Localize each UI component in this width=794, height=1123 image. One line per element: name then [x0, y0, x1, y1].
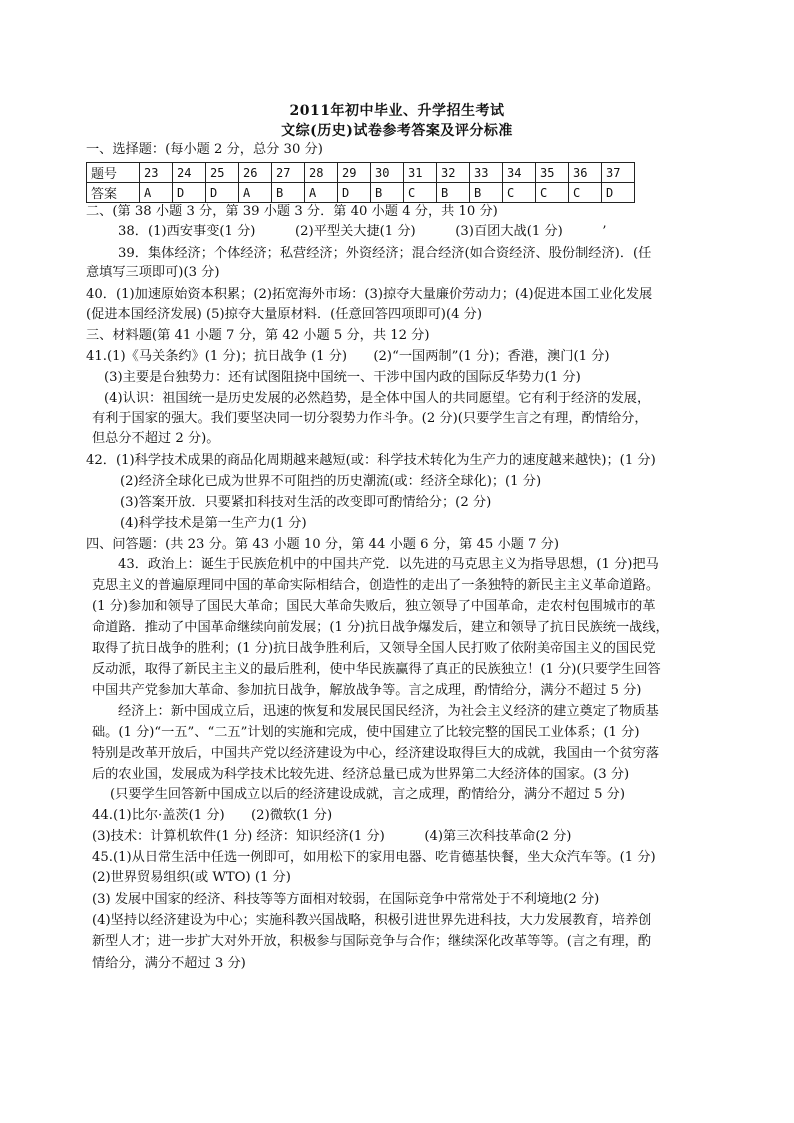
- table-cell: 34: [503, 163, 536, 183]
- text-line: (3)技术：计算机软件(1 分) 经济：知识经济(1 分) (4)第三次科技革命(2 分): [92, 829, 572, 844]
- table-cell: 36: [569, 163, 602, 183]
- table-cell: C: [503, 183, 536, 203]
- text-line: (1 分)参加和领导了国民大革命；国民大革命失败后，独立领导了中国革命，走农村包围城市的革: [92, 599, 656, 614]
- text-line: 41.(1)《马关条约》(1 分)；抗日战争 (1 分) (2)“一国两制”(1 分)；香港，澳门(1 分): [86, 349, 610, 364]
- table-cell: B: [272, 183, 305, 203]
- table-cell: A: [140, 183, 173, 203]
- table-cell: 37: [602, 163, 635, 183]
- table-cell: D: [338, 183, 371, 203]
- text-line: (4)认识：祖国统一是历史发展的必然趋势，是全体中国人的共同愿望。它有利于经济的发展，: [104, 391, 651, 406]
- text-line: 经济上：新中国成立后，迅速的恢复和发展民国民经济，为社会主义经济的建立奠定了物质基: [118, 704, 659, 719]
- text-line: 但总分不超过 2 分)。: [92, 431, 220, 446]
- text-line: 39．集体经济；个体经济；私营经济；外资经济；混合经济(如合资经济、股份制经济)．(任: [118, 246, 652, 261]
- text-line: 克思主义的普遍原理同中国的革命实际相结合，创造性的走出了一条独特的新民主主义革命道路。: [92, 578, 660, 593]
- table-cell: C: [536, 183, 569, 203]
- text-line: (4)科学技术是第一生产力(1 分): [120, 516, 307, 531]
- text-line: (3) 发展中国家的经济、科技等等方面相对较弱，在国际竞争中常常处于不利境地(2 分): [92, 892, 600, 907]
- text-line: 38．(1)西安事变(1 分) (2)平型关大捷(1 分) (3)百团大战(1 分) ’: [118, 224, 607, 239]
- text-line: 43．政治上：诞生于民族危机中的中国共产党．以先进的马克思主义为指导思想，(1 分)把马: [118, 557, 659, 572]
- text-line: 44.(1)比尔·盖茨(1 分) (2)微软(1 分): [92, 808, 333, 823]
- table-cell: A: [239, 183, 272, 203]
- text-line: 反动派，取得了新民主主义的最后胜利，使中华民族赢得了真正的民族独立！(1 分)(只要学生回答: [92, 662, 661, 677]
- row-label-answers: 答案: [87, 183, 140, 203]
- section-heading: 二、(第 38 小题 3 分，第 39 小题 3 分．第 40 小题 4 分，共 10 分): [86, 204, 498, 219]
- table-cell: C: [404, 183, 437, 203]
- text-line: 情给分，满分不超过 3 分): [92, 956, 246, 971]
- choice-answer-table: [86, 162, 635, 203]
- table-cell: C: [569, 183, 602, 203]
- table-cell: 23: [140, 163, 173, 183]
- table-cell: 30: [371, 163, 404, 183]
- text-line: 础。(1 分)“一五”、“二五”计划的实施和完成，使中国建立了比较完整的国民工业体系；(1 分): [92, 725, 640, 740]
- text-line: 40．(1)加速原始资本积累；(2)拓宽海外市场：(3)掠夺大量廉价劳动力；(4)促进本国工业化发展: [86, 287, 653, 302]
- exam-subtitle: 文综(历史)试卷参考答案及评分标准: [281, 123, 513, 139]
- section-heading: 四、问答题：(共 23 分。第 43 小题 10 分，第 44 小题 6 分，第 45 小题 7 分): [86, 537, 559, 552]
- text-line: 42．(1)科学技术成果的商品化周期越来越短(或：科学技术转化为生产力的速度越来越快)；(1 分): [86, 453, 656, 468]
- exam-title: 2011年初中毕业、升学招生考试: [289, 103, 505, 119]
- text-line: (4)坚持以经济建设为中心；实施科教兴国战略，积极引进世界先进科技，大力发展教育，培养创: [92, 913, 652, 928]
- text-line: (3)主要是台独势力：还有试图阻挠中国统一、干涉中国内政的国际反华势力(1 分): [104, 370, 581, 385]
- table-cell: 27: [272, 163, 305, 183]
- section-heading-choice: 一、选择题：(每小题 2 分，总分 30 分): [86, 142, 323, 157]
- text-line: 45.(1)从日常生活中任选一例即可，如用松下的家用电器、吃肯德基快餐，坐大众汽车等。(1 分): [92, 850, 656, 865]
- text-line: (只要学生回答新中国成立以后的经济建设成就，言之成理，酌情给分，满分不超过 5 分): [110, 787, 625, 802]
- text-line: 特别是改革开放后，中国共产党以经济建设为中心，经济建设取得巨大的成就，我国由一个贫穷落: [92, 746, 660, 761]
- table-cell: 31: [404, 163, 437, 183]
- table-cell: 29: [338, 163, 371, 183]
- answer-row: [87, 183, 635, 203]
- row-label-numbers: 题号: [87, 163, 140, 183]
- table-cell: D: [206, 183, 239, 203]
- text-line: (2)经济全球化已成为世界不可阻挡的历史潮流(或：经济全球化)；(1 分): [120, 474, 542, 489]
- table-cell: 28: [305, 163, 338, 183]
- table-cell: D: [602, 183, 635, 203]
- text-line: 后的农业国，发展成为科学技术比较先进、经济总量已成为世界第二大经济体的国家。(3 分): [92, 767, 630, 782]
- table-cell: 25: [206, 163, 239, 183]
- text-line: 中国共产党参加大革命、参加抗日战争，解放战争等。言之成理，酌情给分，满分不超过 5 分): [92, 683, 642, 698]
- text-line: 意填写三项即可)(3 分): [86, 265, 220, 280]
- table-cell: A: [305, 183, 338, 203]
- text-line: (2)世界贸易组织(或 WTO) (1 分): [92, 870, 291, 885]
- table-cell: D: [173, 183, 206, 203]
- table-cell: B: [371, 183, 404, 203]
- text-line: 新型人才；进一步扩大对外开放，积极参与国际竞争与合作；继续深化改革等等。(言之有理，酌: [92, 934, 652, 949]
- table-cell: B: [437, 183, 470, 203]
- text-line: (3)答案开放．只要紧扣科技对生活的改变即可酌情给分；(2 分): [120, 495, 492, 510]
- text-line: (促进本国经济发展) (5)掠夺大量原材料．(任意回答四项即可)(4 分): [86, 307, 483, 322]
- text-line: 有利于国家的强大。我们要坚决同一切分裂势力作斗争。(2 分)(只要学生言之有理，酌情给分，: [92, 411, 648, 426]
- table-cell: 26: [239, 163, 272, 183]
- table-cell: 35: [536, 163, 569, 183]
- text-line: 取得了抗日战争的胜利；(1 分)抗日战争胜利后，又领导全国人民打败了依附美帝国主义的国民党: [92, 641, 656, 656]
- text-line: 命道路．推动了中国革命继续向前发展；(1 分)抗日战争爆发后，建立和领导了抗日民族统一战线，: [92, 620, 669, 635]
- table-cell: 32: [437, 163, 470, 183]
- table-cell: 24: [173, 163, 206, 183]
- section-heading: 三、材料题(第 41 小题 7 分，第 42 小题 5 分，共 12 分): [86, 328, 430, 343]
- question-number-row: [87, 163, 635, 183]
- table-cell: B: [470, 183, 503, 203]
- table-cell: 33: [470, 163, 503, 183]
